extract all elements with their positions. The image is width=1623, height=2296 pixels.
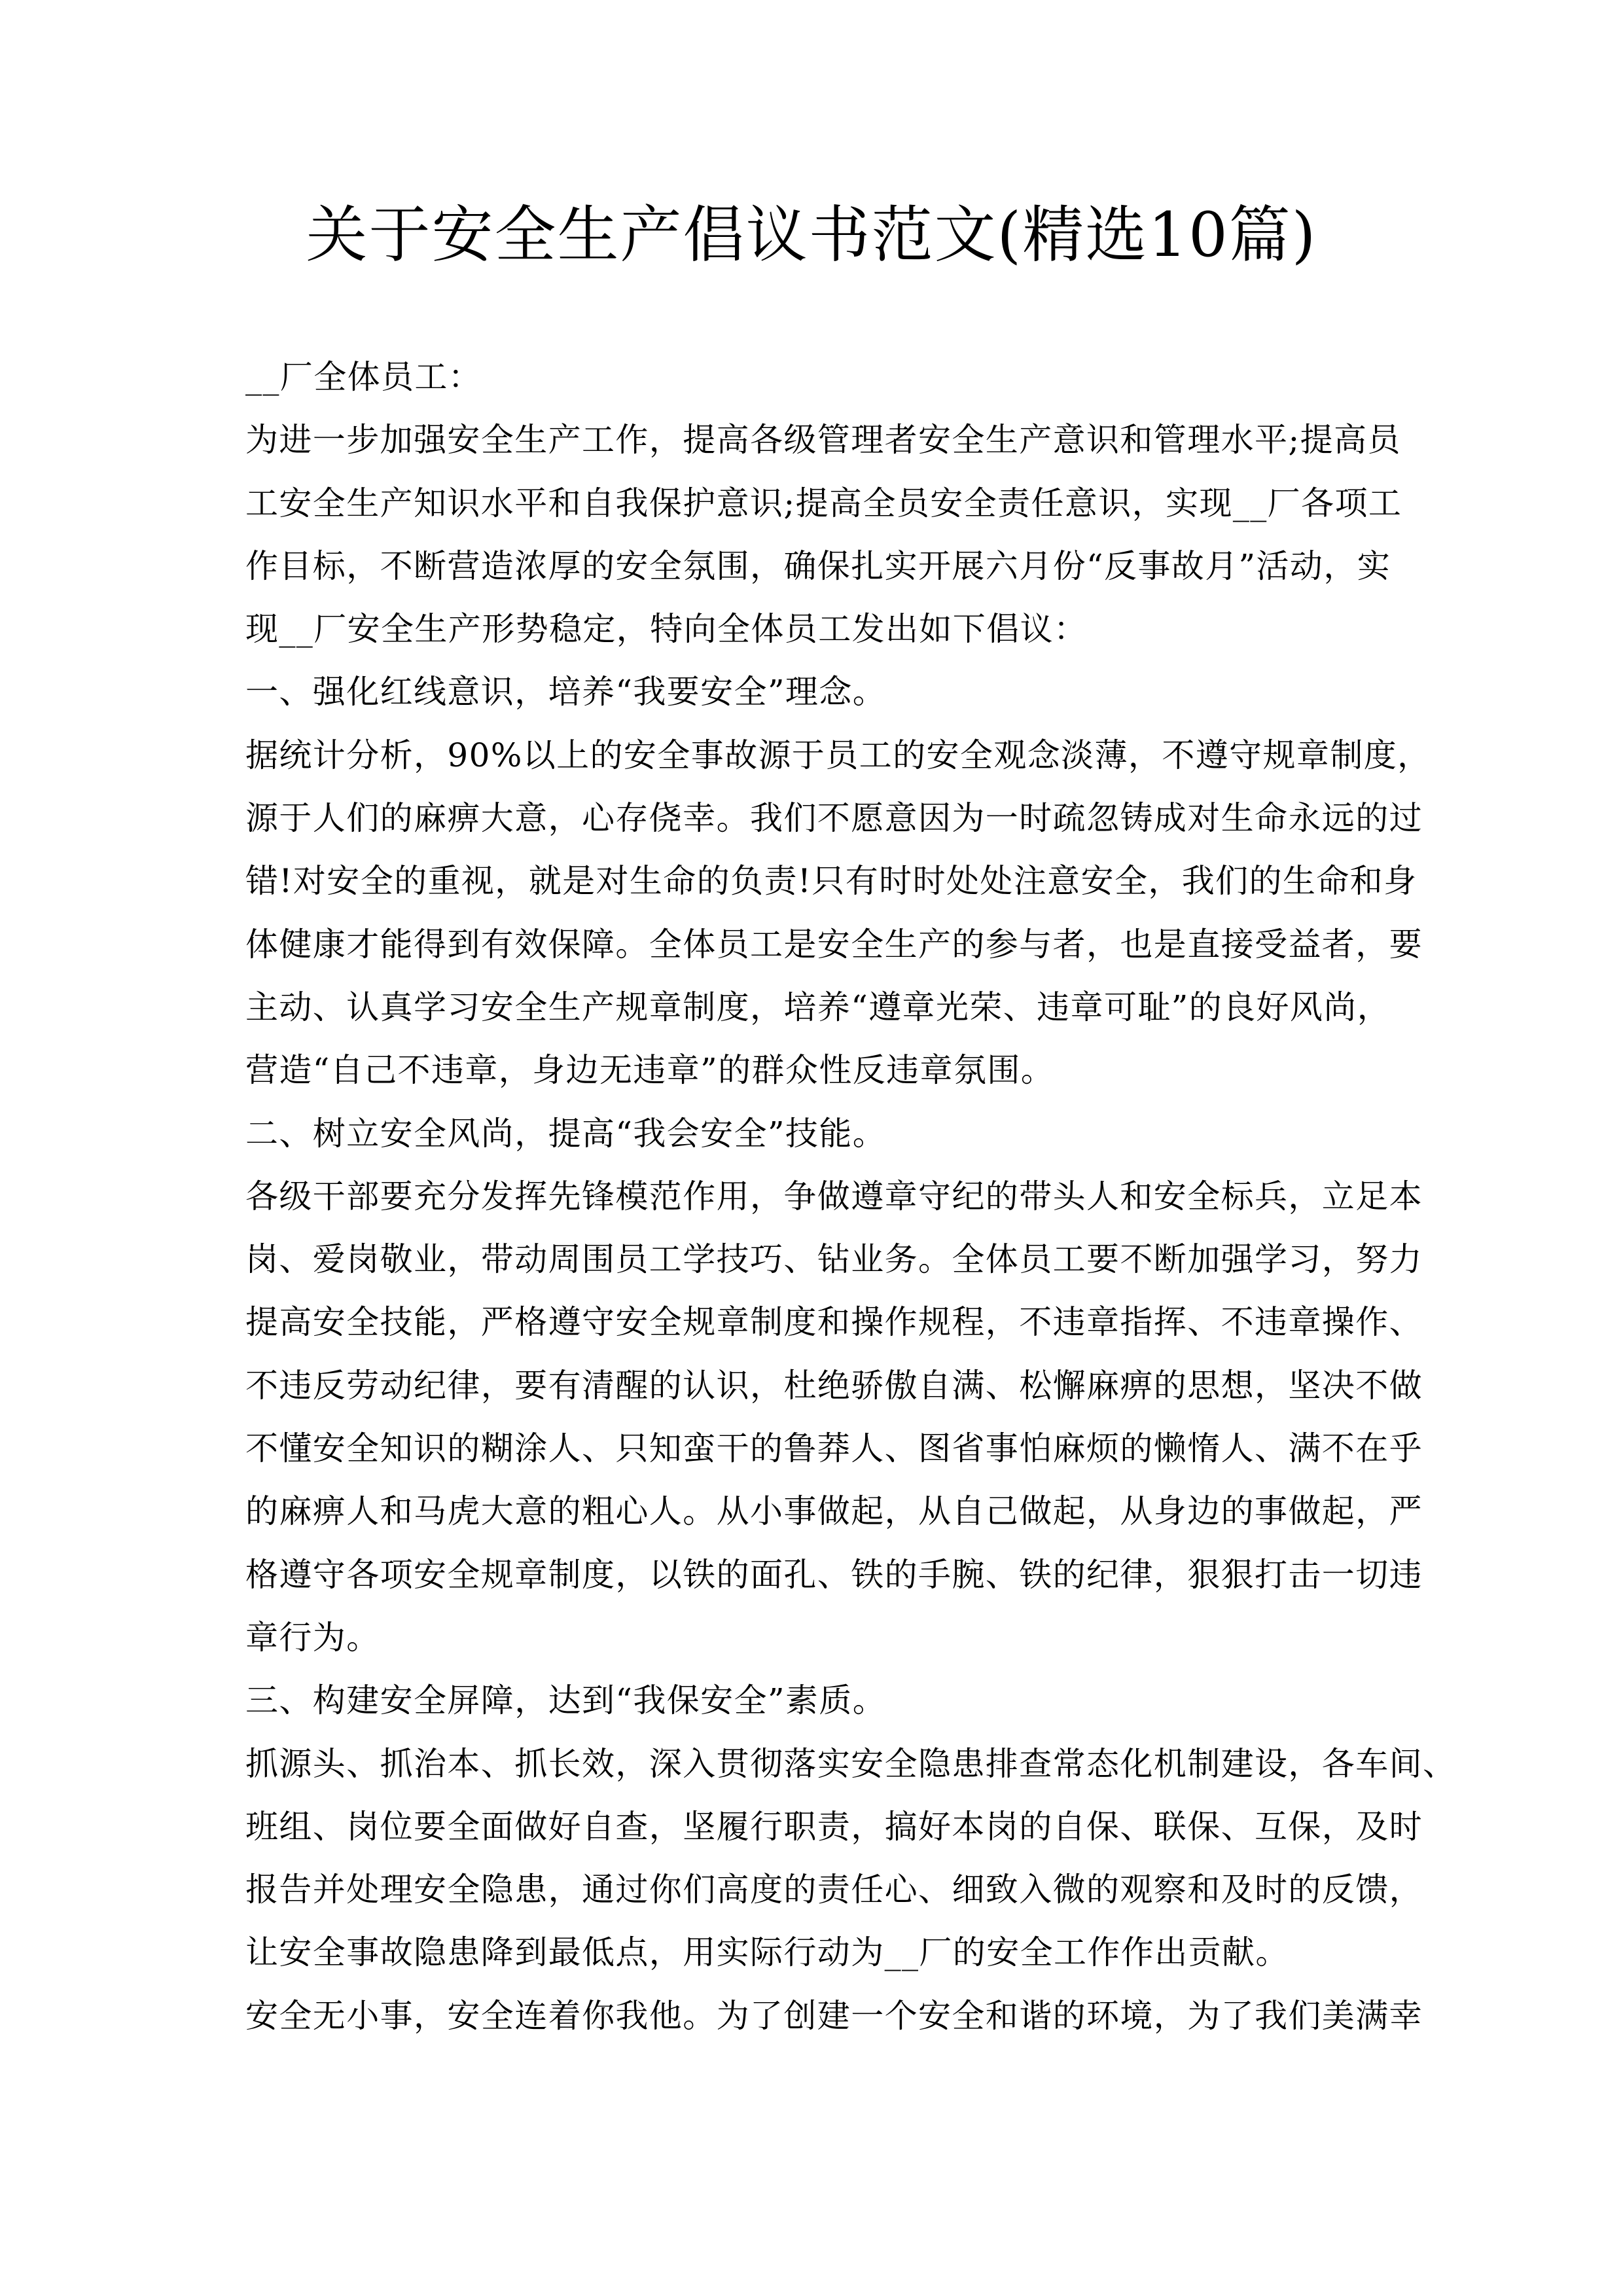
salutation-line: __厂全体员工：	[245, 358, 482, 396]
body-line: 主动、认真学习安全生产规章制度，培养“遵章光荣、违章可耻”的良好风尚，	[245, 988, 1391, 1026]
body-line: 源于人们的麻痹大意，心存侥幸。我们不愿意因为一时疏忽铸成对生命永远的过	[245, 799, 1423, 838]
body-line: 抓源头、抓治本、抓长效，深入贯彻落实安全隐患排查常态化机制建设，各车间、	[245, 1744, 1457, 1783]
document-title: 关于安全生产倡议书范文(精选10篇)	[306, 200, 1317, 271]
body-line: 现__厂安全生产形势稳定，特向全体员工发出如下倡议：	[245, 610, 1088, 649]
body-line: 章行为。	[245, 1618, 380, 1657]
body-line: 作目标，不断营造浓厚的安全氛围，确保扎实开展六月份“反事故月”活动，实	[245, 547, 1391, 585]
body-line: 营造“自己不违章，身边无违章”的群众性反违章氛围。	[245, 1051, 1055, 1090]
body-line: 工安全生产知识水平和自我保护意识;提高全员安全责任意识，实现__厂各项工	[245, 484, 1402, 522]
section-heading-1: 一、强化红线意识，培养“我要安全”理念。	[245, 673, 887, 711]
body-line: 体健康才能得到有效保障。全体员工是安全生产的参与者，也是直接受益者，要	[245, 925, 1423, 963]
body-line: 错!对安全的重视，就是对生命的负责!只有时时处处注意安全，我们的生命和身	[245, 862, 1418, 901]
body-line: 岗、爱岗敬业，带动周围员工学技巧、钻业务。全体员工要不断加强学习，努力	[245, 1240, 1423, 1279]
body-line: 各级干部要充分发挥先锋模范作用，争做遵章守纪的带头人和安全标兵，立足本	[245, 1177, 1423, 1215]
body-line: 报告并处理安全隐患，通过你们高度的责任心、细致入微的观察和及时的反馈，	[245, 1871, 1423, 1909]
section-heading-2: 二、树立安全风尚，提高“我会安全”技能。	[245, 1114, 887, 1153]
body-line: 提高安全技能，严格遵守安全规章制度和操作规程，不违章指挥、不违章操作、	[245, 1303, 1423, 1342]
body-line: 格遵守各项安全规章制度，以铁的面孔、铁的手腕、铁的纪律，狠狠打击一切违	[245, 1555, 1423, 1594]
body-line: 让安全事故隐患降到最低点，用实际行动为__厂的安全工作作出贡献。	[245, 1933, 1289, 1972]
body-line: 班组、岗位要全面做好自查，坚履行职责，搞好本岗的自保、联保、互保，及时	[245, 1807, 1423, 1846]
body-line: 为进一步加强安全生产工作，提高各级管理者安全生产意识和管理水平;提高员	[245, 421, 1401, 459]
body-line: 据统计分析，90%以上的安全事故源于员工的安全观念淡薄，不遵守规章制度，	[245, 736, 1431, 774]
body-line: 不违反劳动纪律，要有清醒的认识，杜绝骄傲自满、松懈麻痹的思想，坚决不做	[245, 1366, 1423, 1405]
document-body	[245, 351, 1457, 2053]
body-line: 不懂安全知识的糊涂人、只知蛮干的鲁莽人、图省事怕麻烦的懒惰人、满不在乎	[245, 1429, 1423, 1468]
section-heading-3: 三、构建安全屏障，达到“我保安全”素质。	[245, 1681, 887, 1720]
body-line: 的麻痹人和马虎大意的粗心人。从小事做起，从自己做起，从身边的事做起，严	[245, 1492, 1423, 1531]
body-line: 安全无小事，安全连着你我他。为了创建一个安全和谐的环境，为了我们美满幸	[245, 1996, 1423, 2035]
